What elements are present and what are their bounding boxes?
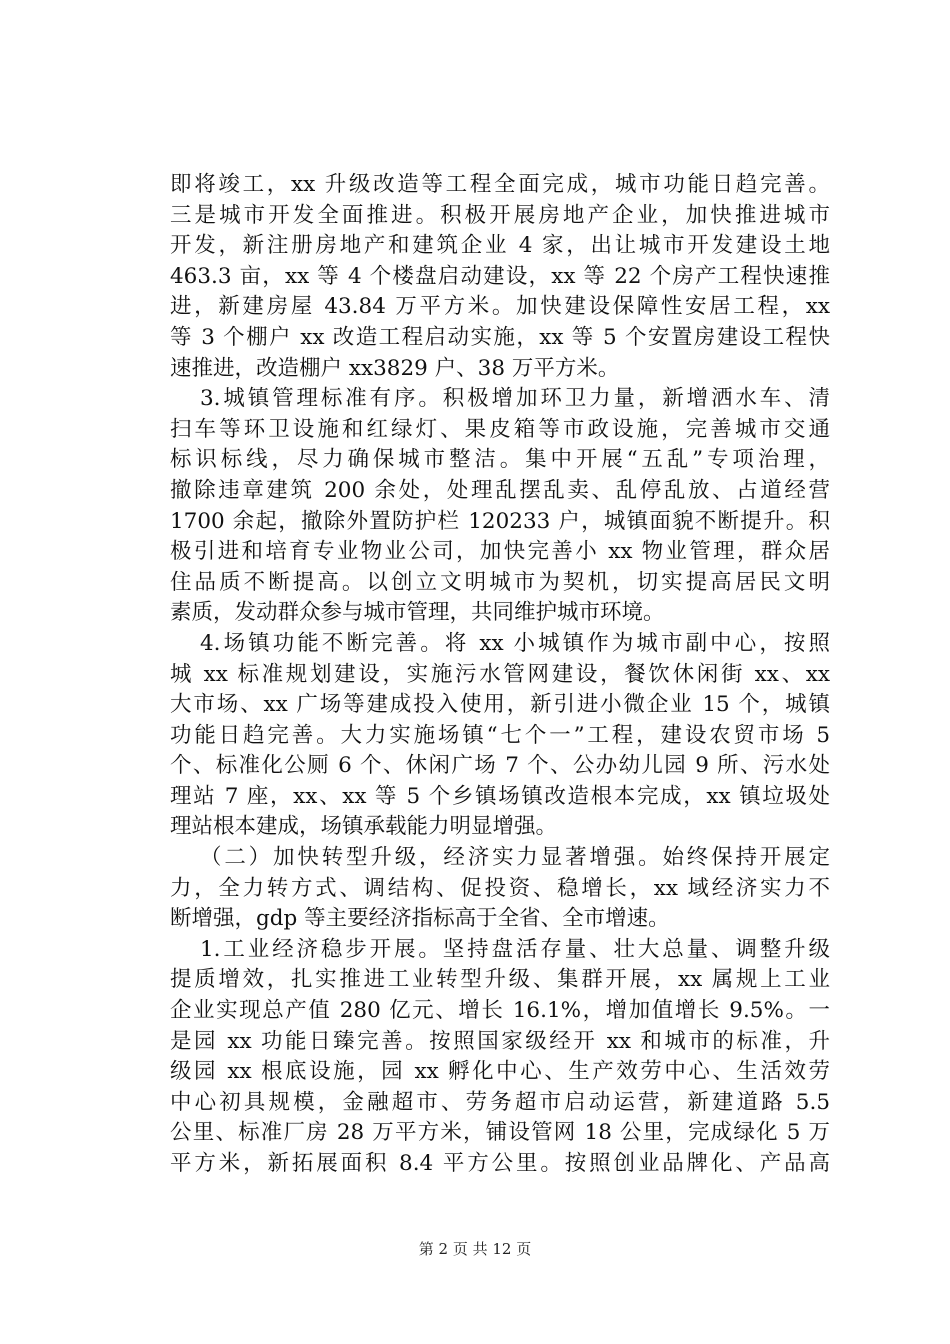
text-line: 个、标准化公厕 6 个、休闲广场 7 个、公办幼儿园 9 所、污水处 — [170, 753, 830, 779]
text-line: 3.城镇管理标准有序。积极增加环卫力量，新增洒水车、清 — [200, 386, 830, 412]
text-line: 是园 xx 功能日臻完善。按照国家级经开 xx 和城市的标准，升 — [170, 1028, 830, 1054]
text-line: 撤除违章建筑 200 余处，处理乱摆乱卖、乱停乱放、占道经营 — [170, 477, 830, 503]
text-line: 1.工业经济稳步开展。坚持盘活存量、壮大总量、调整升级 — [200, 936, 830, 962]
text-line: 城 xx 标准规划建设，实施污水管网建设，餐饮休闲街 xx、xx — [170, 661, 830, 687]
text-line: 理站根本建成，场镇承载能力明显增强。 — [170, 814, 558, 840]
text-line: 素质，发动群众参与城市管理，共同维护城市环境。 — [170, 600, 665, 626]
text-line: 扫车等环卫设施和红绿灯、果皮箱等市政设施，完善城市交通 — [170, 416, 830, 442]
paragraph — [170, 935, 830, 1180]
text-line: 进，新建房屋 43.84 万平方米。加快建设保障性安居工程，xx — [170, 294, 830, 320]
text-line: 等 3 个棚户 xx 改造工程启动实施，xx 等 5 个安置房建设工程快 — [170, 324, 830, 350]
page-footer: 第 2 页 共 12 页 — [418, 1240, 532, 1258]
text-line: 463.3 亩，xx 等 4 个楼盘启动建设，xx 等 22 个房产工程快速推 — [170, 263, 830, 289]
text-line: 级园 xx 根底设施，园 xx 孵化中心、生产效劳中心、生活效劳 — [170, 1059, 830, 1085]
text-line: 理站 7 座，xx、xx 等 5 个乡镇场镇改造根本完成，xx 镇垃圾处 — [170, 783, 830, 809]
text-line: 开发，新注册房地产和建筑企业 4 家，出让城市开发建设土地 — [170, 233, 830, 259]
text-line: 平方米，新拓展面积 8.4 平方公里。按照创业品牌化、产品高 — [170, 1151, 830, 1176]
text-line: 住品质不断提高。以创立文明城市为契机，切实提高居民文明 — [170, 569, 830, 595]
text-line: 4.场镇功能不断完善。将 xx 小城镇作为城市副中心，按照 — [200, 630, 830, 656]
text-line: 功能日趋完善。大力实施场镇“七个一”工程，建设农贸市场 5 — [170, 722, 830, 748]
text-line: 大市场、xx 广场等建成投入使用，新引进小微企业 15 个，城镇 — [170, 692, 830, 718]
text-line: 断增强，gdp 等主要经济指标高于全省、全市增速。 — [170, 906, 670, 932]
paragraph — [170, 629, 830, 843]
paragraph — [170, 170, 830, 384]
text-line: 公里、标准厂房 28 万平方米，铺设管网 18 公里，完成绿化 5 万 — [170, 1120, 830, 1146]
text-line: （二）加快转型升级，经济实力显著增强。始终保持开展定 — [200, 845, 830, 871]
text-line: 力，全力转方式、调结构、促投资、稳增长，xx 域经济实力不 — [170, 875, 830, 901]
text-line: 三是城市开发全面推进。积极开展房地产企业，加快推进城市 — [170, 202, 830, 228]
document-body — [170, 170, 830, 1180]
text-line: 企业实现总产值 280 亿元、增长 16.1%，增加值增长 9.5%。一 — [170, 998, 830, 1024]
paragraph — [170, 843, 830, 935]
paragraph — [170, 384, 830, 629]
text-line: 中心初具规模，金融超市、劳务超市启动运营，新建道路 5.5 — [170, 1089, 830, 1115]
text-line: 1700 余起，撤除外置防护栏 120233 户，城镇面貌不断提升。积 — [170, 508, 830, 534]
text-line: 速推进，改造棚户 xx3829 户、38 万平方米。 — [170, 355, 620, 381]
text-line: 提质增效，扎实推进工业转型升级、集群开展，xx 属规上工业 — [170, 967, 830, 993]
text-line: 极引进和培育专业物业公司，加快完善小 xx 物业管理，群众居 — [170, 539, 830, 565]
text-line: 即将竣工，xx 升级改造等工程全面完成，城市功能日趋完善。 — [170, 172, 830, 197]
text-line: 标识标线，尽力确保城市整洁。集中开展“五乱”专项治理， — [170, 447, 830, 473]
